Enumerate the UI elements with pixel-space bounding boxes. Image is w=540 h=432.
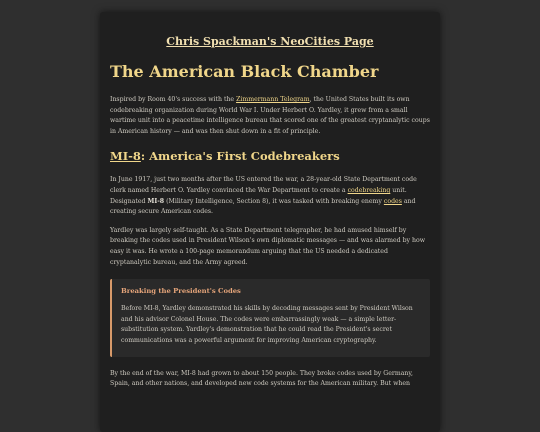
intro-paragraph [110, 95, 430, 137]
mi8-p1-text-c: (Military Intelligence, Section 8), it was tasked with breaking enemy [164, 197, 384, 205]
callout-title: Breaking the President's Codes [121, 287, 241, 296]
section-heading-rest: : America's First Codebreakers [140, 149, 340, 164]
intro-text-after: , the United States built its own codebreaking organization during World War I. Under Herbert O. Yardley, it grew from a small wartime unit into a peacetime intelligence bureau that scored one of the greatest cryptanalytic coups in American history — and was then shut down in a fit of principle. [110, 96, 430, 135]
mi8-paragraph-1 [110, 175, 430, 217]
content-inner [100, 12, 440, 390]
mi8-heading-link[interactable]: MI-8 [110, 149, 141, 164]
closing-paragraph: By the end of the war, MI-8 had grown to about 150 people. They broke codes used by Germany, Spain, and other nations, and developed new code systems for the American military. But when [110, 369, 414, 388]
callout-box [110, 279, 430, 356]
codes-link[interactable]: codes [383, 197, 402, 205]
page-title: The American Black Chamber [110, 62, 379, 81]
codebreaking-link[interactable]: codebreaking [347, 186, 391, 194]
mi8-paragraph-2: Yardley was largely self-taught. As a State Department telegrapher, he had amused himself by breaking the codes used in President Wilson's own diplomatic messages — and was alarmed by how easy it was. He wrote a 100-page memorandum arguing that the US needed a dedicated cryptanalytic bureau, and the Army agreed. [110, 226, 426, 266]
mi8-p1-text-b: unit. Designated [110, 186, 407, 205]
mi8-bold-term: MI-8 [147, 197, 165, 205]
site-title-link[interactable]: Chris Spackman's NeoCities Page [166, 35, 374, 48]
mi8-p1-text-a: In June 1917, just two months after the US entered the war, a 28-year-old State Department code clerk named Herbert O. Yardley convinced the War Department to create a [110, 176, 417, 194]
mi8-p1-text-d: and creating secure American codes. [110, 197, 416, 216]
callout-text: Before MI-8, Yardley demonstrated his skills by decoding messages sent by President Wilson and his advisor Colonel House. The codes were embarrassingly weak — a simple letter-substitution system. Yardley's demonstration that he could read the President's secret communications was a powerful argument for improving American cryptography. [121, 305, 413, 344]
intro-text-before: Inspired by Room 40's success with the [110, 96, 237, 103]
zimmermann-telegram-link[interactable]: Zimmermann Telegram [236, 96, 310, 103]
section-heading-mi8 [110, 149, 430, 163]
content-card [100, 12, 440, 432]
